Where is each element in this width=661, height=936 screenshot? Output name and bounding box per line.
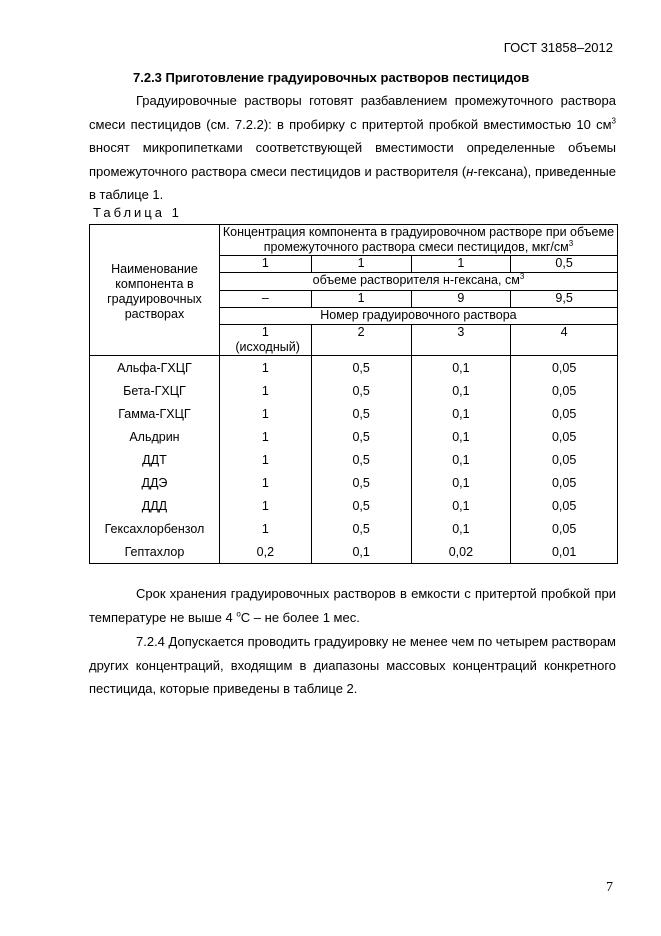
calibration-table bbox=[89, 224, 618, 564]
cell-value: 0,1 bbox=[411, 494, 511, 517]
paragraph-text: Срок хранения градуировочных растворов в емкости с притертой пробкой при температуре не выше 4 bbox=[89, 586, 616, 625]
page-number: 7 bbox=[606, 880, 613, 895]
cell-value: 0,05 bbox=[511, 425, 618, 448]
component-name: Гексахлорбензол bbox=[90, 517, 220, 540]
paragraph-text: вносят микропипетками соответствующей вместимости определенные объемы промежуточного раствора смеси пестицидов и растворителя ( bbox=[89, 140, 616, 179]
cell-value: 0,2 bbox=[219, 540, 311, 564]
paragraph-storage bbox=[89, 582, 616, 629]
cell-value: 1 bbox=[219, 517, 311, 540]
component-name: Гамма-ГХЦГ bbox=[90, 402, 220, 425]
table-caption: Таблица 1 bbox=[93, 205, 182, 220]
solvent-value: 9,5 bbox=[511, 290, 618, 307]
conc-value: 0,5 bbox=[511, 256, 618, 273]
solvent-header: объеме растворителя н-гексана, $см^3$ bbox=[219, 273, 617, 290]
cell-value: 0,1 bbox=[411, 471, 511, 494]
cell-value: 0,1 bbox=[411, 402, 511, 425]
cell-value: 0,5 bbox=[311, 471, 411, 494]
conc-value: 1 bbox=[311, 256, 411, 273]
cell-value: 1 bbox=[219, 425, 311, 448]
component-name: Бета-ГХЦГ bbox=[90, 379, 220, 402]
cell-value: 0,5 bbox=[311, 494, 411, 517]
table-row bbox=[90, 448, 618, 471]
cell-value: 0,05 bbox=[511, 494, 618, 517]
table-row bbox=[90, 425, 618, 448]
cell-value: 1 bbox=[219, 379, 311, 402]
paragraph-text: Градуировочные растворы готовят разбавлением промежуточного раствора смеси пестицидов (см. 7.2.2): в пробирку с притертой пробкой вместимостью 10 см bbox=[89, 93, 616, 132]
solution-number: 2 bbox=[311, 325, 411, 356]
component-name: Альфа-ГХЦГ bbox=[90, 356, 220, 380]
cell-value: 0,05 bbox=[511, 471, 618, 494]
cell-value: 0,1 bbox=[411, 517, 511, 540]
conc-value: 1 bbox=[219, 256, 311, 273]
cell-value: 1 bbox=[219, 402, 311, 425]
concentration-header: Концентрация компонента в градуировочном растворе при объеме промежуточного раствора смеси пестицидов, мкг/$см^3$ bbox=[219, 225, 617, 256]
cell-value: 0,5 bbox=[311, 425, 411, 448]
table-row bbox=[90, 517, 618, 540]
cell-value: 0,1 bbox=[411, 448, 511, 471]
solution-number: 4 bbox=[511, 325, 618, 356]
table-row bbox=[90, 471, 618, 494]
cell-value: 0,1 bbox=[411, 356, 511, 380]
superscript: о bbox=[236, 609, 241, 619]
table-row bbox=[90, 494, 618, 517]
component-name: Альдрин bbox=[90, 425, 220, 448]
table-row bbox=[90, 356, 618, 380]
cell-value: 0,05 bbox=[511, 402, 618, 425]
cell-value: 0,1 bbox=[411, 425, 511, 448]
cell-value: 0,5 bbox=[311, 356, 411, 380]
cell-value: 1 bbox=[219, 494, 311, 517]
italic-text: н bbox=[466, 163, 474, 179]
section-title: 7.2.3 Приготовление градуировочных растворов пестицидов bbox=[133, 70, 530, 85]
cell-value: 0,5 bbox=[311, 402, 411, 425]
conc-value: 1 bbox=[411, 256, 511, 273]
paragraph-text: 7.2.4 Допускается проводить градуировку не менее чем по четырем растворам других концентраций, входящим в диапазоны массовых концентраций конкретного пестицида, которые приведены в таблице 2. bbox=[89, 634, 616, 696]
component-name: Гептахлор bbox=[90, 540, 220, 564]
solution-number-header: Номер градуировочного раствора bbox=[219, 307, 617, 324]
cell-value: 1 bbox=[219, 471, 311, 494]
component-name: ДДЭ bbox=[90, 471, 220, 494]
solution-number: 1 (исходный) bbox=[219, 325, 311, 356]
cell-value: 0,01 bbox=[511, 540, 618, 564]
cell-value: 0,05 bbox=[511, 356, 618, 380]
cell-value: 0,05 bbox=[511, 379, 618, 402]
paragraph-text: -гексана), приведенные в таблице 1. bbox=[89, 163, 616, 202]
table-row bbox=[90, 402, 618, 425]
table-row bbox=[90, 540, 618, 564]
cell-value: 0,5 bbox=[311, 448, 411, 471]
solvent-value: 1 bbox=[311, 290, 411, 307]
component-name-header: Наименование компонента в градуировочных растворах bbox=[90, 225, 220, 356]
component-name: ДДД bbox=[90, 494, 220, 517]
superscript: 3 bbox=[611, 116, 616, 126]
paragraph-text: С – не более 1 мес. bbox=[240, 609, 360, 625]
paragraph-preparation bbox=[89, 89, 616, 207]
cell-value: 0,1 bbox=[311, 540, 411, 564]
document-code: ГОСТ 31858–2012 bbox=[503, 40, 613, 55]
table-row bbox=[90, 379, 618, 402]
cell-value: 0,02 bbox=[411, 540, 511, 564]
solvent-value: – bbox=[219, 290, 311, 307]
cell-value: 1 bbox=[219, 448, 311, 471]
cell-value: 1 bbox=[219, 356, 311, 380]
solvent-value: 9 bbox=[411, 290, 511, 307]
solution-number: 3 bbox=[411, 325, 511, 356]
cell-value: 0,05 bbox=[511, 517, 618, 540]
cell-value: 0,1 bbox=[411, 379, 511, 402]
cell-value: 0,05 bbox=[511, 448, 618, 471]
component-name: ДДТ bbox=[90, 448, 220, 471]
cell-value: 0,5 bbox=[311, 379, 411, 402]
paragraph-calibration-note bbox=[89, 630, 616, 701]
cell-value: 0,5 bbox=[311, 517, 411, 540]
